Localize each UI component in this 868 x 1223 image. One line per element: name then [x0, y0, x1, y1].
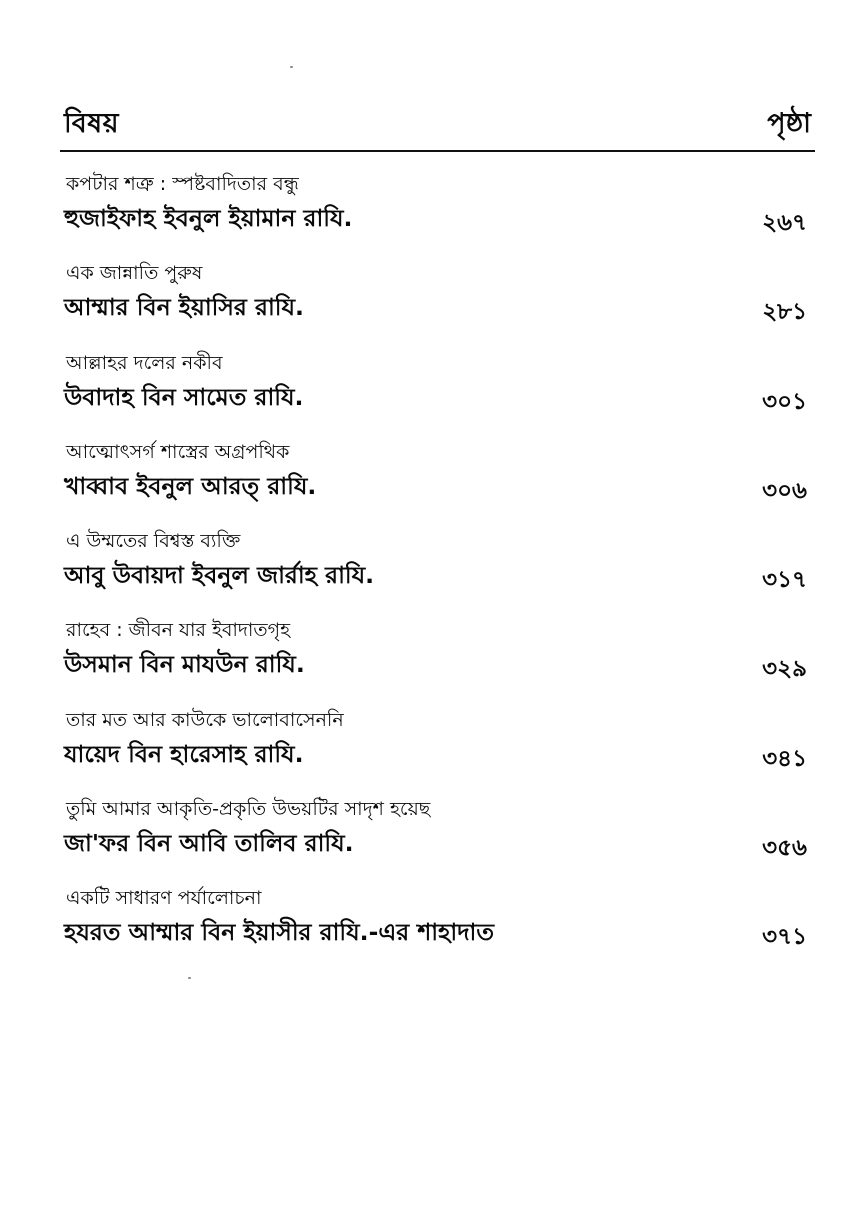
- entry-page-number: ৩৫৬: [762, 835, 807, 862]
- entry-page-number: ৩৪১: [762, 745, 807, 772]
- entry-subtitle: এক জান্নাতি পুরুষ: [66, 262, 203, 285]
- entry-title: উসমান বিন মাযউন রাযি.: [64, 650, 305, 679]
- entry-title: হুজাইফাহ ইবনুল ইয়ামান রাযি.: [64, 204, 353, 232]
- entry-title: যায়েদ বিন হারেসাহ রাযি.: [64, 739, 304, 768]
- entry-subtitle: তার মত আর কাউকে ভালোবাসেননি: [66, 708, 344, 731]
- page-column-heading: পৃষ্ঠা: [767, 108, 811, 139]
- entry-subtitle: আত্মোৎসর্গ শাস্ত্রের অগ্রপথিক: [66, 440, 290, 463]
- entry-page-number: ৩০১: [762, 388, 807, 415]
- toc-entry: [60, 166, 815, 255]
- toc-entries: [60, 166, 815, 970]
- entry-subtitle: একটি সাধারণ পর্যালোচনা: [66, 887, 262, 910]
- entry-title: উবাদাহ বিন সামেত রাযি.: [64, 382, 304, 411]
- entry-title: খাব্বাব ইবনুল আরত্ রাযি.: [64, 471, 317, 500]
- toc-entry: [60, 880, 815, 969]
- paper-speck: [290, 66, 293, 68]
- entry-title: হযরত আম্মার বিন ইয়াসীর রাযি.-এর শাহাদাত: [64, 918, 494, 947]
- entry-page-number: ২৮১: [762, 299, 807, 326]
- toc-entry: [60, 523, 815, 612]
- toc-entry: [60, 434, 815, 523]
- entry-subtitle: এ উম্মতের বিশ্বস্ত ব্যক্তি: [66, 530, 241, 553]
- entry-subtitle: রাহেব : জীবন যার ইবাদাতগৃহ: [66, 619, 291, 642]
- entry-subtitle: তুমি আমার আকৃতি-প্রকৃতি উভয়টির সাদৃশ হয়েছ: [66, 798, 431, 821]
- entry-page-number: ৩৭১: [762, 924, 807, 951]
- paper-speck: [188, 977, 191, 979]
- table-of-contents: [60, 100, 815, 970]
- entry-title: জা'ফর বিন আবি তালিব রাযি.: [64, 829, 354, 858]
- entry-page-number: ৩১৭: [762, 567, 807, 594]
- subject-column-heading: বিষয়: [64, 108, 120, 139]
- entry-page-number: ৩২৯: [762, 656, 807, 683]
- toc-entry: [60, 791, 815, 880]
- entry-title: আবু উবায়দা ইবনুল জার্রাহ রাযি.: [64, 561, 375, 590]
- toc-entry: [60, 255, 815, 344]
- entry-subtitle: কপটার শত্রু : স্পষ্টবাদিতার বন্ধু: [66, 173, 299, 195]
- entry-page-number: ৩০৬: [762, 477, 807, 504]
- toc-entry: [60, 702, 815, 791]
- entry-subtitle: আল্লাহর দলের নকীব: [66, 351, 223, 374]
- toc-header: [60, 100, 815, 152]
- toc-entry: [60, 345, 815, 434]
- entry-title: আম্মার বিন ইয়াসির রাযি.: [64, 293, 304, 322]
- entry-page-number: ২৬৭: [762, 210, 807, 236]
- toc-entry: [60, 612, 815, 701]
